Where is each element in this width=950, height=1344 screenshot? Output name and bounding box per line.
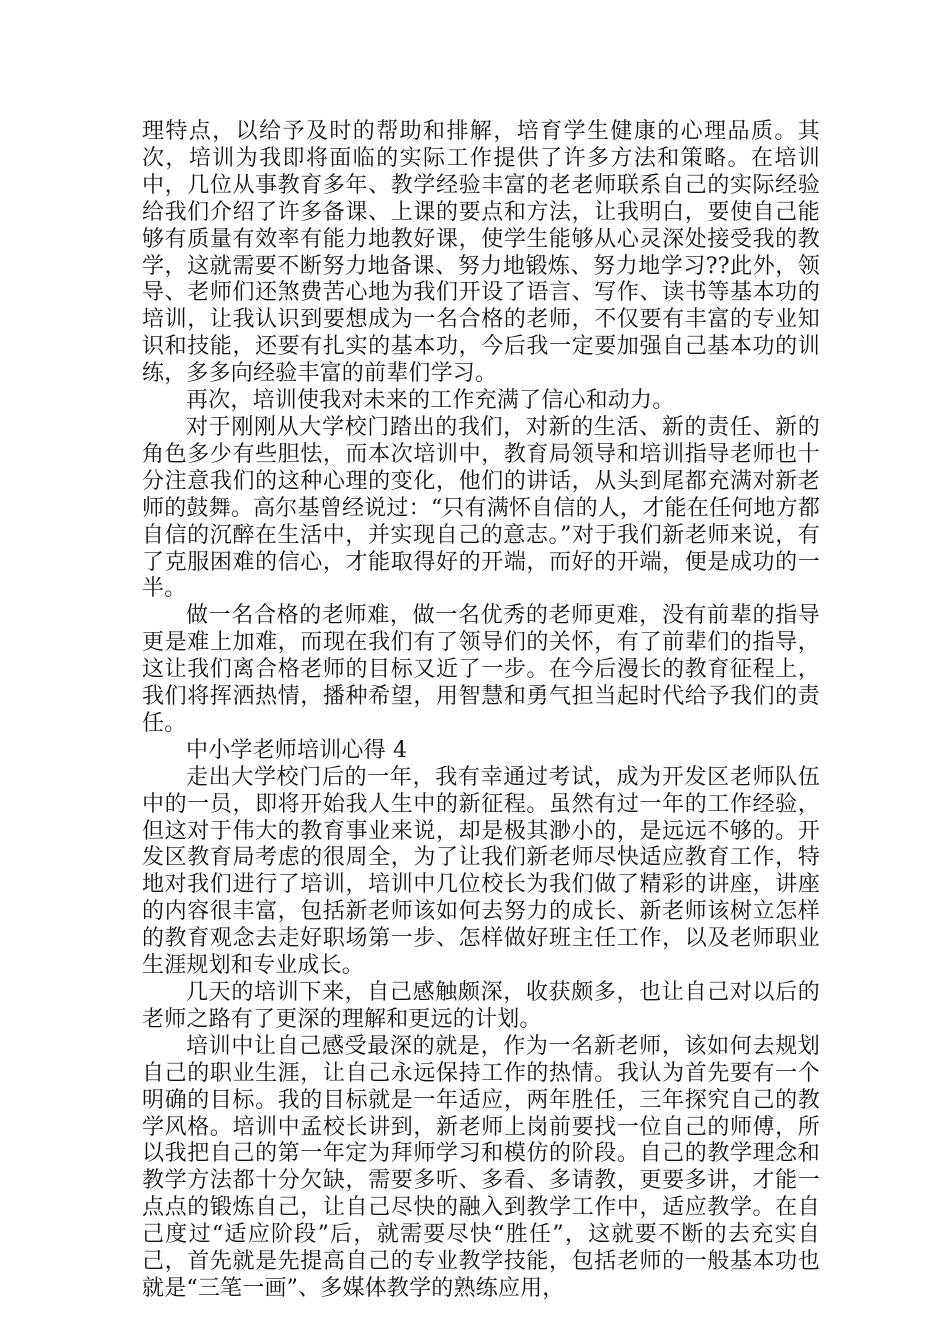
body-paragraph: 培训中让自己感受最深的就是，作为一名新老师，该如何去规划自己的职业生涯，让自己永远保持工作的热情。我认为首先要有一个明确的目标。我的目标就是一年适应，两年胜任，三年探究自己的教学风格。培训中孟校长讲到，新老师上岗前要找一位自己的师傅，所以我把自己的第一年定为拜师学习和模仿的阶段。自己的教学理念和教学方法都十分欠缺，需要多听、多看、多请教，更要多讲，才能一点点的锻炼自己，让自己尽快的融入到教学工作中，适应教学。在自己度过“适应阶段”后，就需要尽快“胜任”，这就要不断的去充实自己，首先就是先提高自己的专业教学技能，包括老师的一般基本功也就是“三笔一画”、多媒体教学的熟练应用， <box>142 1033 820 1301</box>
body-paragraph: 走出大学校门后的一年，我有幸通过考试，成为开发区老师队伍中的一员，即将开始我人生中的新征程。虽然有过一年的工作经验，但这对于伟大的教育事业来说，却是极其渺小的，是远远不够的。开发区教育局考虑的很周全，为了让我们新老师尽快适应教育工作，特地对我们进行了培训，培训中几位校长为我们做了精彩的讲座，讲座的内容很丰富，包括新老师该如何去努力的成长、新老师该树立怎样的教育观念去走好职场第一步、怎样做好班主任工作，以及老师职业生涯规划和专业成长。 <box>142 764 820 979</box>
document-page <box>142 119 820 1303</box>
body-paragraph: 几天的培训下来，自己感触颇深，收获颇多，也让自己对以后的老师之路有了更深的理解和更远的计划。 <box>142 980 820 1032</box>
body-paragraph: 再次，培训使我对未来的工作充满了信心和动力。 <box>186 388 675 414</box>
section-heading: 中小学老师培训心得 4 <box>186 737 408 763</box>
body-paragraph: 理特点，以给予及时的帮助和排解，培育学生健康的心理品质。其次，培训为我即将面临的实际工作提供了许多方法和策略。在培训中，几位从事教育多年、教学经验丰富的老老师联系自己的实际经验给我们介绍了许多备课、上课的要点和方法，让我明白，要使自己能够有质量有效率有能力地教好课，使学生能够从心灵深处接受我的教学，这就需要不断努力地备课、努力地锻炼、努力地学习??此外，领导、老师们还煞费苦心地为我们开设了语言、写作、读书等基本功的培训，让我认识到要想成为一名合格的老师，不仅要有丰富的专业知识和技能，还要有扎实的基本功，今后我一定要加强自己基本功的训练，多多向经验丰富的前辈们学习。 <box>142 119 820 387</box>
body-paragraph: 做一名合格的老师难，做一名优秀的老师更难，没有前辈的指导更是难上加难，而现在我们有了领导们的关怀，有了前辈们的指导，这让我们离合格老师的目标又近了一步。在今后漫长的教育征程上，我们将挥洒热情，播种希望，用智慧和勇气担当起时代给予我们的责任。 <box>142 603 820 736</box>
body-paragraph: 对于刚刚从大学校门踏出的我们，对新的生活、新的责任、新的角色多少有些胆怯，而本次培训中，教育局领导和培训指导老师也十分注意我们的这种心理的变化，他们的讲话，从头到尾都充满对新老师的鼓舞。高尔基曾经说过：“只有满怀自信的人，才能在任何地方都自信的沉醉在生活中，并实现自己的意志。”对于我们新老师来说，有了克服困难的信心，才能取得好的开端，而好的开端，便是成功的一半。 <box>142 414 820 602</box>
